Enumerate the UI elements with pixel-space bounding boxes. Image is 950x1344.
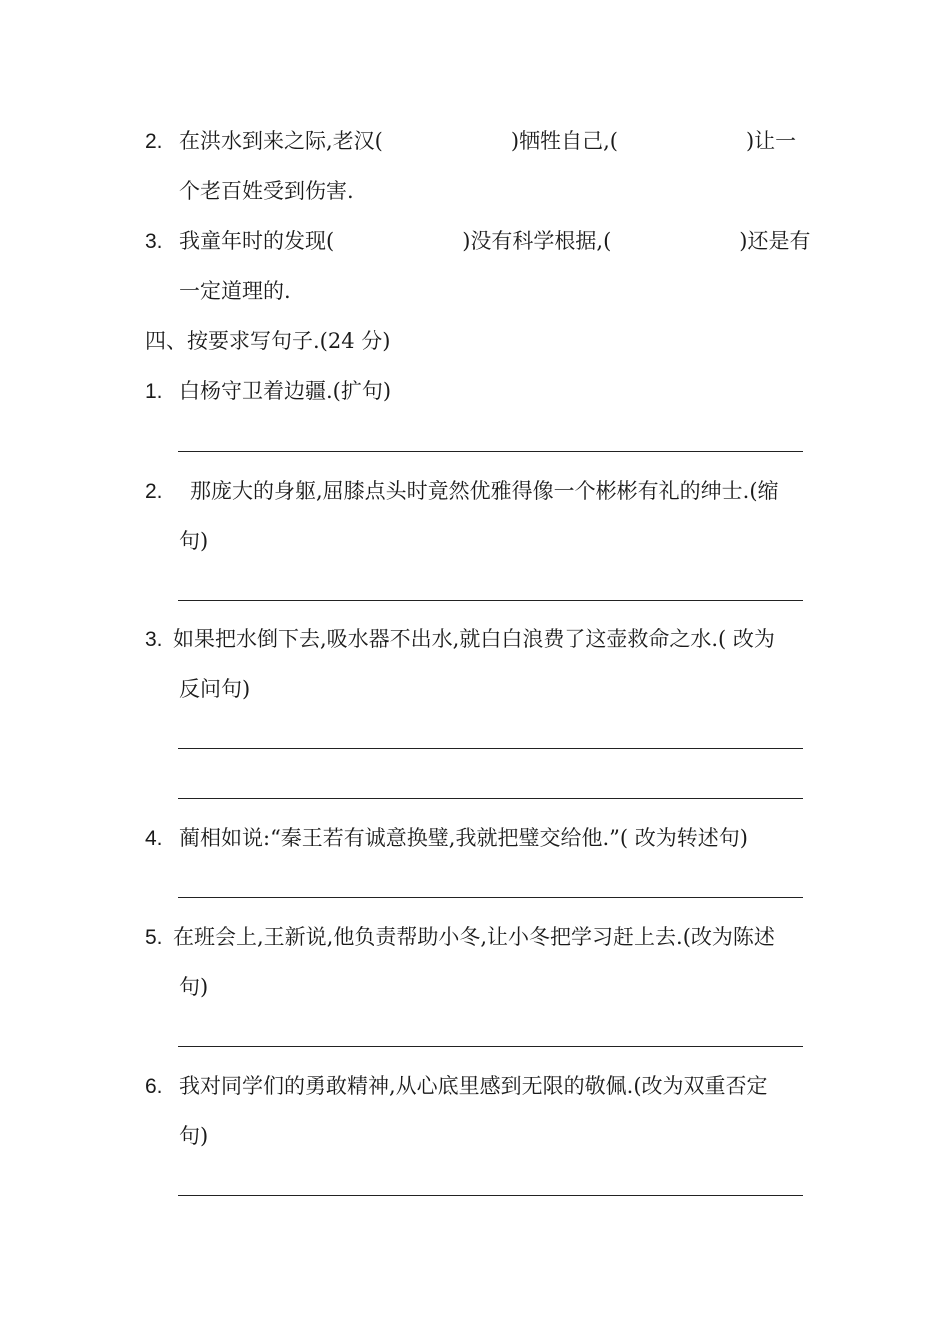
question-text-part2: )没有科学根据,( — [462, 229, 612, 253]
question-text: 我对同学们的勇敢精神,从心底里感到无限的敬佩.(改为双重否定 — [179, 1074, 768, 1098]
question-text-part1: 在洪水到来之际,老汉( — [179, 129, 383, 153]
question-text-part3: )让一 — [745, 129, 797, 153]
question-text: 在班会上,王新说,他负责帮助小冬,让小冬把学习赶上去.(改为陈述 — [173, 925, 775, 949]
answer-line[interactable] — [178, 451, 803, 452]
question-3-2 — [145, 126, 796, 157]
question-number: 6. — [145, 1075, 163, 1098]
answer-line[interactable] — [178, 1195, 803, 1196]
question-4-3 — [145, 624, 775, 655]
question-text: 白杨守卫着边疆.(扩句) — [179, 379, 392, 403]
question-number: 5. — [145, 926, 163, 949]
question-3-2-continuation: 个老百姓受到伤害. — [179, 179, 354, 203]
question-number: 4. — [145, 827, 163, 850]
answer-line[interactable] — [178, 798, 803, 799]
question-text: 那庞大的身躯,屈膝点头时竟然优雅得像一个彬彬有礼的绅士.(缩 — [190, 479, 779, 503]
question-4-3-continuation: 反问句) — [179, 677, 251, 701]
question-text: 蔺相如说:“秦王若有诚意换璧,我就把璧交给他.”( 改为转述句) — [179, 826, 748, 850]
question-number: 3. — [145, 230, 163, 253]
answer-line[interactable] — [178, 897, 803, 898]
answer-line[interactable] — [178, 1046, 803, 1047]
question-4-5-continuation: 句) — [179, 975, 209, 999]
answer-line[interactable] — [178, 748, 803, 749]
question-number: 3. — [145, 628, 163, 651]
question-text-part1: 我童年时的发现( — [179, 229, 335, 253]
question-number: 2. — [145, 130, 163, 153]
question-4-5 — [145, 922, 775, 953]
question-4-2-continuation: 句) — [179, 529, 209, 553]
question-3-3 — [145, 226, 810, 257]
question-3-3-continuation: 一定道理的. — [179, 279, 291, 303]
question-number: 1. — [145, 380, 163, 403]
question-4-6-continuation: 句) — [179, 1124, 209, 1148]
answer-line[interactable] — [178, 600, 803, 601]
question-4-1 — [145, 376, 391, 407]
question-4-4 — [145, 823, 748, 854]
question-number: 2. — [145, 480, 163, 503]
question-4-6 — [145, 1071, 768, 1102]
section-4-title: 四、按要求写句子.(24 分) — [145, 329, 391, 353]
question-4-2 — [145, 476, 779, 507]
question-text: 如果把水倒下去,吸水器不出水,就白白浪费了这壶救命之水.( 改为 — [173, 627, 775, 651]
question-text-part2: )牺牲自己,( — [510, 129, 618, 153]
question-text-part3: )还是有 — [739, 229, 811, 253]
